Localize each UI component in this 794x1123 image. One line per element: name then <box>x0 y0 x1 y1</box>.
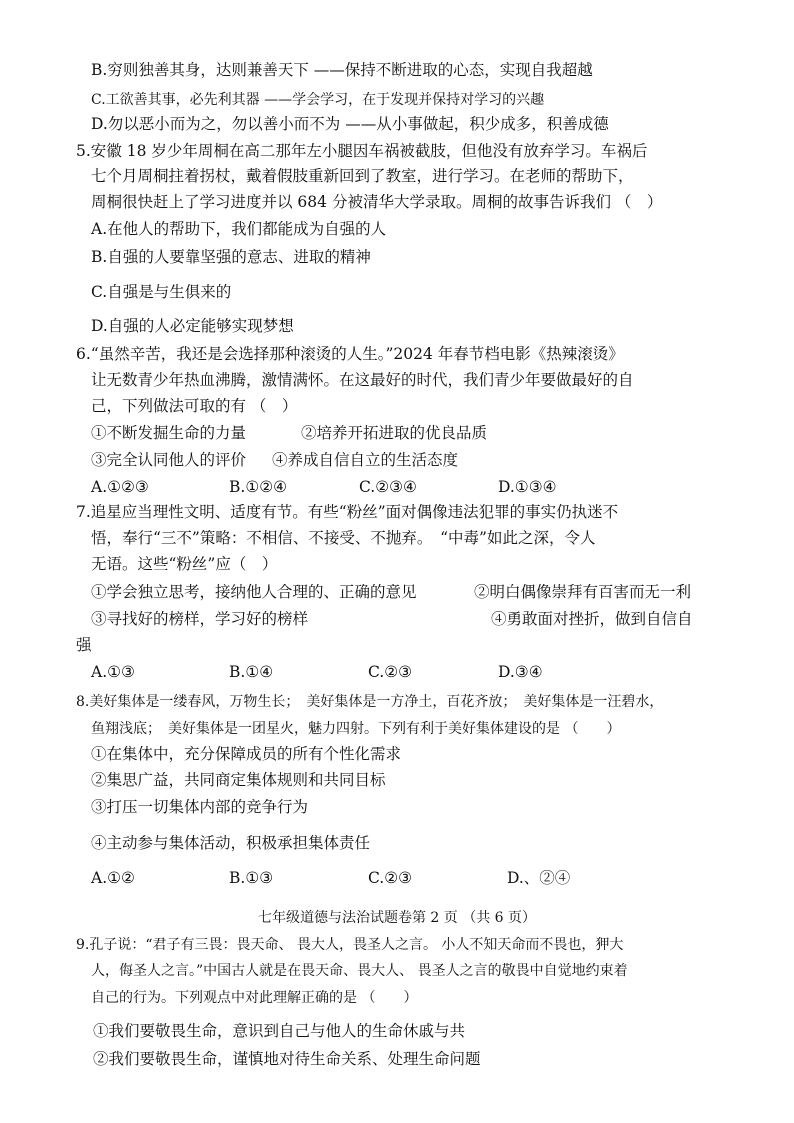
q6-item-4: ④养成自信自立的生活态度 <box>272 451 459 469</box>
q6-choice-b: B.①②④ <box>229 478 288 496</box>
q5-stem-line-3: 周桐很快赶上了学习进度并以 684 分被清华大学录取。周桐的故事告诉我们 （ ） <box>91 193 663 211</box>
q8-choice-d: D.、②④ <box>507 869 571 887</box>
q6-stem-line-3: 己，下列做法可取的有 （ ） <box>91 397 298 415</box>
q8-item-4: ④主动参与集体活动，积极承担集体责任 <box>91 834 371 852</box>
q6-stem-line-2: 让无数青少年热血沸腾，激情满怀。在这最好的时代，我们青少年要做最好的自 <box>91 371 634 389</box>
q5-option-d: D.自强的人必定能够实现梦想 <box>91 317 294 335</box>
q6-stem-line-1: 6.“虽然辛苦，我还是会选择那种滚烫的人生。”2024 年春节档电影《热辣滚烫》 <box>76 345 624 363</box>
q8-choice-b: B.①③ <box>229 869 274 887</box>
q8-choice-c: C.②③ <box>368 869 413 887</box>
q5-stem-line-1: 5.安徽 18 岁少年周桐在高二那年左小腿因车祸被截肢，但他没有放弃学习。车祸后 <box>76 142 648 160</box>
q6-choices <box>91 477 591 497</box>
q7-choice-d: D.③④ <box>498 663 543 681</box>
q7-stem-line-1: 7.追星应当理性文明、适度有节。有些“粉丝”面对偶像违法犯罪的事实仍执迷不 <box>76 503 619 521</box>
q8-item-1: ①在集体中，充分保障成员的所有个性化需求 <box>91 745 402 763</box>
q7-item-4: ④勇敢面对挫折，做到自信自 <box>491 610 693 628</box>
q8-choice-a: A.①② <box>91 869 135 887</box>
q4-option-b: B.穷则独善其身，达则兼善天下 ——保持不断进取的心态，实现自我超越 <box>91 61 593 79</box>
q8-item-2: ②集思广益，共同商定集体规则和共同目标 <box>91 771 386 789</box>
q9-stem-line-3: 自己的行为。下列观点中对此理解正确的是 （ ） <box>91 990 418 1006</box>
q7-item-3: ③寻找好的榜样，学习好的榜样 <box>91 610 309 628</box>
q8-choices <box>91 868 591 888</box>
q7-item-4-wrap: 强 <box>76 636 92 654</box>
q8-stem-line-2: 鱼翔浅底； 美好集体是一团星火，魅力四射。下列有利于美好集体建设的是 （ ） <box>91 721 621 737</box>
q7-item-2: ②明白偶像崇拜有百害而无一利 <box>474 583 692 601</box>
q7-choice-b: B.①④ <box>229 663 274 681</box>
q9-stem-line-1: 9.孔子说：“君子有三畏：畏天命、 畏大人，畏圣人之言。 小人不知天命而不畏也，狎大 <box>76 937 624 953</box>
q9-item-2: ②我们要敬畏生命，谨慎地对待生命关系、处理生命问题 <box>93 1050 481 1068</box>
q7-stem-line-3: 无语。这些“粉丝”应（ ） <box>91 555 278 573</box>
q6-item-1: ①不断发掘生命的力量 <box>91 424 247 442</box>
q8-stem-line-1: 8.美好集体是一缕春风，万物生长； 美好集体是一方净土，百花齐放； 美好集体是一汪碧水， <box>76 694 664 710</box>
q9-item-1: ①我们要敬畏生命，意识到自己与他人的生命休戚与共 <box>93 1022 466 1040</box>
q4-option-d: D.勿以恶小而为之，勿以善小而不为 ——从小事做起，积少成多，积善成德 <box>91 115 609 133</box>
q6-item-2: ②培养开拓进取的优良品质 <box>301 424 488 442</box>
q6-choice-d: D.①③④ <box>498 478 557 496</box>
q7-choice-a: A.①③ <box>91 663 135 681</box>
q6-choice-a: A.①②③ <box>91 478 149 496</box>
q6-choice-c: C.②③④ <box>359 478 417 496</box>
q5-option-b: B.自强的人要靠坚强的意志、进取的精神 <box>91 248 371 266</box>
q7-item-1: ①学会独立思考，接纳他人合理的、正确的意见 <box>91 583 417 601</box>
q8-item-3: ③打压一切集体内部的竞争行为 <box>91 798 309 816</box>
q5-option-a: A.在他人的帮助下，我们都能成为自强的人 <box>91 220 387 238</box>
q5-stem-line-2: 七个月周桐拄着拐杖，戴着假肢重新回到了教室，进行学习。在老师的帮助下， <box>91 167 634 185</box>
q7-stem-line-2: 悟，奉行“三不”策略：不相信、不接受、不抛弃。 “中毒”如此之深，令人 <box>91 529 596 547</box>
q9-stem-line-2: 人，侮圣人之言。”中国古人就是在畏天命、畏大人、 畏圣人之言的敬畏中自觉地约束着 <box>91 963 628 979</box>
q4-option-c: C.工欲善其事，必先利其器 ——学会学习，在于发现并保持对学习的兴趣 <box>91 92 545 108</box>
q5-option-c: C.自强是与生俱来的 <box>91 283 232 301</box>
page-footer: 七年级道德与法治试题卷第 2 页 （共 6 页） <box>257 910 537 926</box>
q6-item-3: ③完全认同他人的评价 <box>91 451 247 469</box>
q7-choice-c: C.②③ <box>368 663 413 681</box>
q7-choices <box>91 662 591 682</box>
